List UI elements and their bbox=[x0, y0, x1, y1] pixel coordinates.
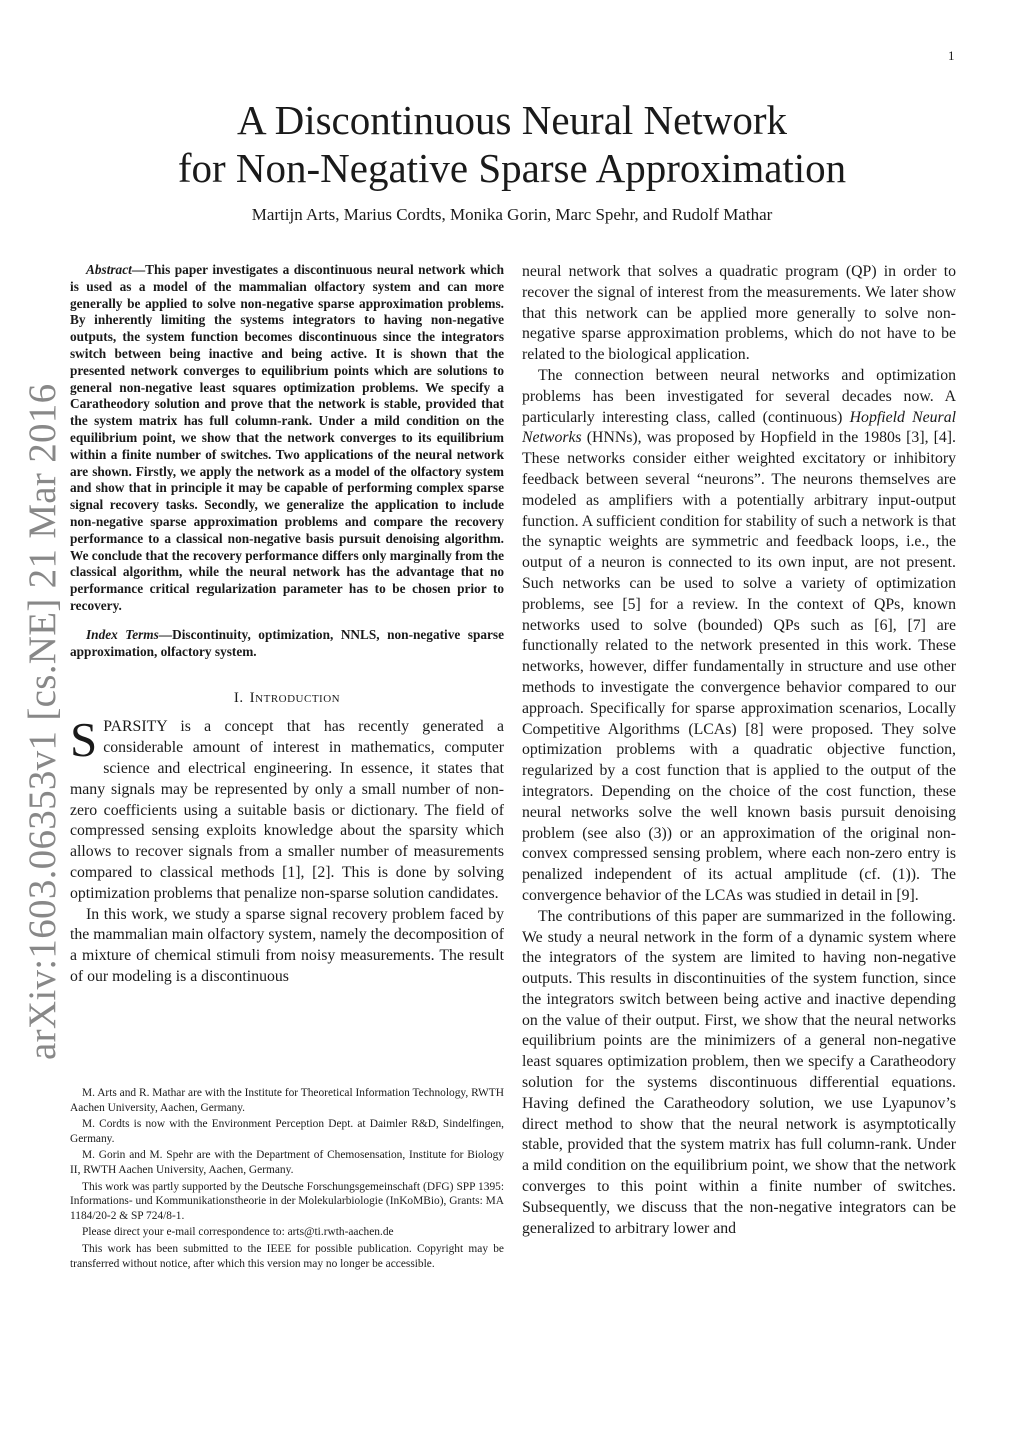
title-line-1: A Discontinuous Neural Network bbox=[237, 97, 787, 143]
footnote-correspondence-email[interactable]: Please direct your e-mail correspondence to: arts@ti.rwth-aachen.de bbox=[82, 1226, 394, 1239]
intro-paragraph-1-text: is a concept that has recently generated a considerable amount of interest in mathematics, computer science and electrical engineering. In essence, it states that many signals may be represented by only a small number of non-zero coefficients using a suitable basis or dictionary. The field of compressed sensing exploits knowledge about the sparsity which allows to recover signals from a smaller number of measurements compared to classical methods [1], [2]. This is done by solving optimization problems that penalize non-sparse solution candidates. bbox=[70, 718, 504, 902]
footnote-affiliation-arts-mathar: M. Arts and R. Mathar are with the Institute for Theoretical Information Technology, RWTH Aachen University, Aachen, Germany. bbox=[70, 1087, 504, 1114]
right-paragraph-1: neural network that solves a quadratic program (QP) in order to recover the signal of interest from the measurements. We later show that this network can be applied more generally to solve non-negative sparse approximation problems, which do not have to be related to the biological application. bbox=[522, 263, 956, 364]
author-list: Martijn Arts, Marius Cordts, Monika Gorin, Marc Spehr, and Rudolf Mathar bbox=[251, 205, 773, 224]
paper-title bbox=[0, 96, 1024, 192]
right-paragraph-2 bbox=[522, 366, 956, 907]
abstract-label: Abstract bbox=[86, 262, 132, 277]
right-paragraph-3: The contributions of this paper are summarized in the following. We study a neural network in the form of a dynamic system where the integrators of the system are limited to having non-negative outputs. This results in discontinuities of the system function, since the integrators switch between being active and inactive depending on the value of their output. First, we show that the neural networks equilibrium points are the minimizers of a general non-negative least squares optimization problem, then we specify a Caratheodory solution for the systems discontinuous differential equations. Having defined the Caratheodory solution, we use Lyapunov’s direct method to show that the neural network is asymptotically stable, provided that the system matrix has full column-rank. Under a mild condition on the equilibrium point, we show that the network converges to this point within a finite number of switches. Subsequently, we discuss that the non-negative integrators can be generalized to arbitrary lower and bbox=[522, 907, 956, 1237]
right-paragraph-2-text-b: (HNNs), was proposed by Hopfield in the 1980s [3], [4]. These networks consider either weighted excitatory or inhibitory feedback between several “neurons”. The neurons themselves are modeled as amplifiers with a potentially arbitrary input-output function. A sufficient condition for stability of such a network is that the synaptic weights are symmetric and feedback loops, i.e., the output of a neuron is connected to its own input, are not present. Such networks can be used to solve a variety of optimization problems, see [5] for a review. In the context of QPs, known networks used to solve (bounded) QPs such as [6], [7] are functionally related to the network presented in this work. These networks, however, differ fundamentally in structure and use other methods to investigate the convergence behavior compared to our approach. Specifically for sparse approximation scenarios, Locally Competitive Algorithms (LCAs) [8] were proposed. They solve optimization problems with a quadratic objective function, regularized by a cost function that is applied to the output of the integrators. Depending on the choice of the cost function, these neural networks solve the well known basis pursuit denoising problem (see also (3)) or an approximation of the original non-convex compressed sensing problem, where each non-zero entry is penalized independent of its actual amplitude (cf. (1)). The convergence behavior of the LCAs was studied in detail in [9]. bbox=[522, 429, 956, 904]
drop-cap: S bbox=[70, 712, 98, 768]
intro-paragraph-2: In this work, we study a sparse signal recovery problem faced by the mammalian main olfactory system, namely the decomposition of a mixture of chemical stimuli from noisy measurements. The result of our modeling is a discontinuous bbox=[70, 905, 504, 985]
index-terms-text: —Discontinuity, optimization, NNLS, non-negative sparse approximation, olfactory system. bbox=[70, 626, 504, 659]
section-title: Introduction bbox=[249, 690, 341, 707]
footnote-ieee-notice: This work has been submitted to the IEEE for possible publication. Copyright may be transferred without notice, after which this version may no longer be accessible. bbox=[70, 1242, 504, 1270]
section-heading-introduction bbox=[70, 690, 504, 707]
title-line-2: for Non-Negative Sparse Approximation bbox=[177, 145, 847, 191]
intro-lead-word: PARSITY bbox=[103, 718, 168, 736]
left-column bbox=[70, 262, 504, 988]
page-number: 1 bbox=[948, 48, 955, 63]
abstract bbox=[70, 262, 504, 615]
section-number: I. bbox=[233, 690, 244, 707]
right-paragraph-2-text-a: The connection between neural networks and optimization problems has been investigated for several decades now. A particularly interesting class, called (continuous) bbox=[522, 366, 956, 426]
index-terms bbox=[70, 627, 504, 661]
index-terms-label: Index Terms bbox=[86, 626, 159, 642]
footnotes bbox=[70, 1086, 504, 1273]
intro-paragraph-1 bbox=[70, 712, 504, 904]
footnote-affiliation-gorin-spehr: M. Gorin and M. Spehr are with the Department of Chemosensation, Institute for Biology II, RWTH Aachen University, Aachen, Germany. bbox=[70, 1149, 504, 1176]
abstract-text: —This paper investigates a discontinuous neural network which is used as a model of the mammalian olfactory system and can more generally be applied to solve non-negative sparse approximation problems. By inherently limiting the systems integrators to having non-negative outputs, the system function becomes discontinuous since the integrators switch between being inactive and being active. It is shown that the presented network converges to equilibrium points which are solutions to general non-negative least squares optimization problems. We specify a Caratheodory solution and prove that the network is stable, provided that the system matrix has full column-rank. Under a mild condition on the equilibrium point, we show that the network converges to its equilibrium within a finite number of switches. Two applications of the neural network are shown. Firstly, we apply the network as a model of the olfactory system and show that in principle it may be capable of performing complex sparse signal recovery tasks. Secondly, we generalize the application to include non-negative sparse approximation problems and compare the recovery performance to a classical non-negative basis pursuit denoising algorithm. We conclude that the recovery performance differs only marginally from the classical algorithm, while the neural network has the advantage that no performance critical regularization parameter has to be chosen prior to recovery. bbox=[70, 262, 504, 613]
footnote-funding: This work was partly supported by the Deutsche Forschungsgemeinschaft (DFG) SPP 1395: Informations- und Kommunikationstheorie in der Molekularbiologie (InKoMBio), Grants: MA 1184/20-2 & SP 724/8-1. bbox=[70, 1180, 504, 1222]
hopfield-term: Hopfield Neural Networks bbox=[522, 408, 956, 447]
right-column bbox=[522, 262, 956, 1239]
arxiv-identifier-watermark[interactable]: arXiv:1603.06353v1 [cs.NE] 21 Mar 2016 bbox=[21, 383, 64, 1060]
footnote-affiliation-cordts: M. Cordts is now with the Environment Perception Dept. at Daimler R&D, Sindelfingen, Germany. bbox=[70, 1118, 504, 1145]
